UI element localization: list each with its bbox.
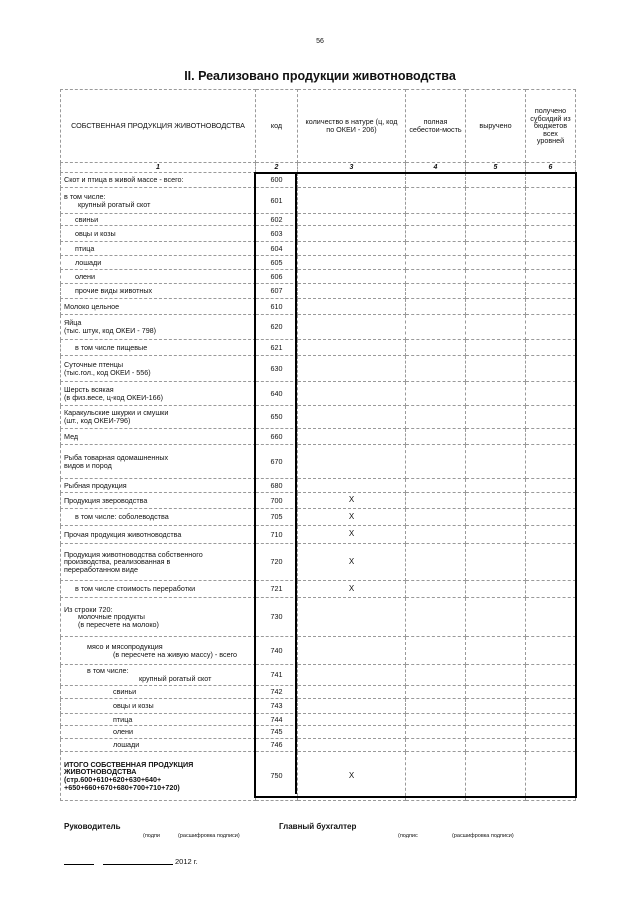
- column-number-row: [61, 163, 576, 173]
- quantity-cell[interactable]: X: [298, 544, 406, 581]
- quantity-cell[interactable]: [298, 284, 406, 299]
- row-label-cell: [61, 598, 256, 637]
- subsidies-cell[interactable]: [526, 752, 576, 801]
- table-row: [61, 526, 576, 544]
- revenue-cell[interactable]: [466, 544, 526, 581]
- head-signature-caption: (подпи: [143, 833, 161, 839]
- table-row: [61, 226, 576, 242]
- table-row: [61, 726, 576, 739]
- table-row: [61, 665, 576, 686]
- row-label-cell: [61, 665, 256, 686]
- row-code: 621: [256, 340, 298, 356]
- row-label-cell: [61, 526, 256, 544]
- cost-cell[interactable]: [406, 406, 466, 429]
- row-code: 730: [256, 598, 298, 637]
- row-code: 700: [256, 493, 298, 509]
- row-code: 741: [256, 665, 298, 686]
- table-row: [61, 509, 576, 526]
- revenue-cell[interactable]: [466, 509, 526, 526]
- row-label: Молоко цельное: [64, 301, 120, 311]
- row-label-cell: [61, 581, 256, 598]
- row-label-sub: (в физ.весе, ц-код ОКЕИ-166): [64, 392, 164, 402]
- revenue-cell[interactable]: [466, 242, 526, 256]
- revenue-cell[interactable]: [466, 726, 526, 739]
- cost-cell[interactable]: [406, 299, 466, 315]
- subsidies-cell[interactable]: [526, 714, 576, 726]
- row-code: 604: [256, 242, 298, 256]
- cost-cell[interactable]: [406, 188, 466, 214]
- row-label: свиньи: [75, 214, 99, 224]
- quantity-cell[interactable]: [298, 356, 406, 382]
- row-label-cell: [61, 188, 256, 214]
- row-code: 721: [256, 581, 298, 598]
- row-label: Каракульские шкурки и смушки: [64, 408, 169, 418]
- subsidies-cell[interactable]: [526, 581, 576, 598]
- quantity-cell[interactable]: [298, 479, 406, 493]
- row-label-sub: молочные продукты: [78, 612, 145, 622]
- row-code: 744: [256, 714, 298, 726]
- row-label: овцы и козы: [113, 701, 154, 711]
- cost-cell[interactable]: [406, 739, 466, 752]
- table-row: [61, 429, 576, 445]
- revenue-cell[interactable]: [466, 752, 526, 801]
- quantity-cell[interactable]: [298, 686, 406, 699]
- row-label: Продукция звероводства: [64, 495, 148, 505]
- header-cost: полная себестои-мость: [406, 90, 466, 163]
- row-code: 680: [256, 479, 298, 493]
- row-code: 620: [256, 315, 298, 340]
- row-label: в том числе:: [64, 191, 106, 201]
- quantity-cell[interactable]: [298, 637, 406, 665]
- quantity-cell[interactable]: [298, 299, 406, 315]
- date-day-line[interactable]: [64, 864, 94, 865]
- subsidies-cell[interactable]: [526, 270, 576, 284]
- table-row: [61, 315, 576, 340]
- date-month-line[interactable]: [103, 864, 173, 865]
- quantity-cell[interactable]: [298, 382, 406, 406]
- row-code: 670: [256, 445, 298, 479]
- row-code: 746: [256, 739, 298, 752]
- row-label-sub: видов и пород: [64, 460, 112, 470]
- revenue-cell[interactable]: [466, 581, 526, 598]
- quantity-cell[interactable]: [298, 445, 406, 479]
- cost-cell[interactable]: [406, 544, 466, 581]
- row-label-sub2: переработанном виде: [64, 564, 138, 574]
- row-label-cell: [61, 752, 256, 801]
- row-label-sub2: (стр.600+610+620+630+640+: [64, 775, 162, 784]
- column-number: 6: [526, 163, 576, 173]
- subsidies-cell[interactable]: [526, 340, 576, 356]
- revenue-cell[interactable]: [466, 284, 526, 299]
- subsidies-cell[interactable]: [526, 726, 576, 739]
- cost-cell[interactable]: [406, 340, 466, 356]
- row-code: 743: [256, 699, 298, 714]
- row-label: Продукция животноводства собственного: [64, 549, 203, 559]
- table-row: [61, 739, 576, 752]
- quantity-cell[interactable]: X: [298, 509, 406, 526]
- cost-cell[interactable]: [406, 284, 466, 299]
- accountant-signature-caption: (подпис: [398, 833, 418, 839]
- cost-cell[interactable]: [406, 242, 466, 256]
- row-label: Мед: [64, 431, 79, 441]
- row-label-sub: (в пересчете на живую массу) - всего: [113, 649, 238, 659]
- revenue-cell[interactable]: [466, 315, 526, 340]
- header-product: СОБСТВЕННАЯ ПРОДУКЦИЯ ЖИВОТНОВОДСТВА: [61, 90, 256, 163]
- cost-cell[interactable]: [406, 493, 466, 509]
- row-label: птица: [75, 243, 95, 253]
- cost-cell[interactable]: [406, 479, 466, 493]
- cost-cell[interactable]: [406, 726, 466, 739]
- row-label-cell: [61, 284, 256, 299]
- subsidies-cell[interactable]: [526, 699, 576, 714]
- cost-cell[interactable]: [406, 752, 466, 801]
- subsidies-cell[interactable]: [526, 315, 576, 340]
- table-row: [61, 493, 576, 509]
- quantity-cell[interactable]: [298, 188, 406, 214]
- row-label-cell: [61, 493, 256, 509]
- quantity-cell[interactable]: [298, 429, 406, 445]
- header-subsidies: получено субсидий из бюджетов всех уровней: [526, 90, 576, 163]
- table-row: [61, 299, 576, 315]
- cost-cell[interactable]: [406, 598, 466, 637]
- header-revenue: выручено: [466, 90, 526, 163]
- row-label-cell: [61, 214, 256, 226]
- revenue-cell[interactable]: [466, 686, 526, 699]
- row-code: 705: [256, 509, 298, 526]
- row-label: Шерсть всякая: [64, 384, 114, 394]
- table-row: [61, 714, 576, 726]
- row-label-sub: крупный рогатый скот: [139, 674, 212, 683]
- subsidies-cell[interactable]: [526, 509, 576, 526]
- revenue-cell[interactable]: [466, 340, 526, 356]
- quantity-cell[interactable]: [298, 315, 406, 340]
- row-code: 605: [256, 256, 298, 270]
- subsidies-cell[interactable]: [526, 637, 576, 665]
- quantity-cell[interactable]: [298, 242, 406, 256]
- subsidies-cell[interactable]: [526, 299, 576, 315]
- row-label-cell: [61, 479, 256, 493]
- revenue-cell[interactable]: [466, 637, 526, 665]
- row-label: Яйца: [64, 318, 82, 328]
- row-code: 710: [256, 526, 298, 544]
- row-label-sub: производства, реализованная в: [64, 557, 171, 567]
- row-label: лошади: [75, 257, 102, 267]
- cost-cell[interactable]: [406, 382, 466, 406]
- revenue-cell[interactable]: [466, 598, 526, 637]
- subsidies-cell[interactable]: [526, 686, 576, 699]
- subsidies-cell[interactable]: [526, 188, 576, 214]
- row-label: Прочая продукция животноводства: [64, 529, 182, 539]
- row-label-cell: [61, 173, 256, 188]
- row-code: 607: [256, 284, 298, 299]
- subsidies-cell[interactable]: [526, 406, 576, 429]
- row-label-cell: [61, 445, 256, 479]
- quantity-cell[interactable]: X: [298, 493, 406, 509]
- subsidies-cell[interactable]: [526, 493, 576, 509]
- subsidies-cell[interactable]: [526, 429, 576, 445]
- cost-cell[interactable]: [406, 256, 466, 270]
- row-label-sub: (тыс.гол., код ОКЕИ - 556): [64, 367, 151, 377]
- section-title: II. Реализовано продукции животноводства: [184, 69, 456, 83]
- row-label: олени: [113, 727, 134, 737]
- subsidies-cell[interactable]: [526, 526, 576, 544]
- row-label: Рыба товарная одомашненных: [64, 452, 169, 462]
- row-code: 601: [256, 188, 298, 214]
- table-row: [61, 637, 576, 665]
- revenue-cell[interactable]: [466, 445, 526, 479]
- row-code: 640: [256, 382, 298, 406]
- cost-cell[interactable]: [406, 686, 466, 699]
- revenue-cell[interactable]: [466, 299, 526, 315]
- subsidies-cell[interactable]: [526, 242, 576, 256]
- accountant-label: Главный бухгалтер: [279, 822, 357, 831]
- row-label-cell: [61, 406, 256, 429]
- quantity-cell[interactable]: [298, 214, 406, 226]
- quantity-cell[interactable]: [298, 270, 406, 284]
- table-row: [61, 406, 576, 429]
- row-label: прочие виды животных: [75, 286, 153, 296]
- quantity-cell[interactable]: [298, 226, 406, 242]
- quantity-cell[interactable]: [298, 406, 406, 429]
- table-row: [61, 173, 576, 188]
- row-label-cell: [61, 714, 256, 726]
- revenue-cell[interactable]: [466, 665, 526, 686]
- row-label: ИТОГО СОБСТВЕННАЯ ПРОДУКЦИЯ: [64, 759, 194, 769]
- row-label: Рыбная продукция: [64, 480, 127, 490]
- subsidies-cell[interactable]: [526, 173, 576, 188]
- row-label-cell: [61, 699, 256, 714]
- accountant-decode-caption: (расшифровка подписи): [452, 833, 514, 839]
- table-row: [61, 752, 576, 801]
- quantity-cell[interactable]: X: [298, 526, 406, 544]
- cost-cell[interactable]: [406, 315, 466, 340]
- row-code: 630: [256, 356, 298, 382]
- row-label-cell: [61, 242, 256, 256]
- table-row: [61, 256, 576, 270]
- table-row: [61, 340, 576, 356]
- table-row: [61, 270, 576, 284]
- revenue-cell[interactable]: [466, 226, 526, 242]
- row-label: в том числе пищевые: [75, 342, 148, 352]
- cost-cell[interactable]: [406, 445, 466, 479]
- quantity-cell[interactable]: [298, 598, 406, 637]
- row-label-cell: [61, 382, 256, 406]
- revenue-cell[interactable]: [466, 714, 526, 726]
- quantity-cell[interactable]: [298, 665, 406, 686]
- row-code: 742: [256, 686, 298, 699]
- quantity-cell[interactable]: [298, 726, 406, 739]
- row-label: мясо и мясопродукция: [87, 641, 163, 651]
- row-code: 606: [256, 270, 298, 284]
- row-label: олени: [75, 271, 96, 281]
- revenue-cell[interactable]: [466, 173, 526, 188]
- column-number: 2: [256, 163, 298, 173]
- revenue-cell[interactable]: [466, 699, 526, 714]
- quantity-cell[interactable]: [298, 340, 406, 356]
- head-decode-caption: (расшифровка подписи): [178, 833, 240, 839]
- row-label-sub: крупный рогатый скот: [78, 199, 151, 209]
- row-code: 745: [256, 726, 298, 739]
- page-number: 56: [316, 38, 324, 45]
- revenue-cell[interactable]: [466, 356, 526, 382]
- row-label-cell: [61, 637, 256, 665]
- row-label: в том числе: соболеводства: [75, 512, 169, 522]
- row-code: 603: [256, 226, 298, 242]
- cost-cell[interactable]: [406, 429, 466, 445]
- row-code: 750: [256, 752, 298, 801]
- quantity-cell[interactable]: [298, 714, 406, 726]
- revenue-cell[interactable]: [466, 188, 526, 214]
- quantity-cell[interactable]: [298, 173, 406, 188]
- row-label-cell: [61, 739, 256, 752]
- table-row: [61, 581, 576, 598]
- subsidies-cell[interactable]: [526, 739, 576, 752]
- column-number: 1: [61, 163, 256, 173]
- subsidies-cell[interactable]: [526, 445, 576, 479]
- table-row: [61, 188, 576, 214]
- row-label: Из строки 720:: [64, 604, 113, 614]
- subsidies-cell[interactable]: [526, 284, 576, 299]
- subsidies-cell[interactable]: [526, 214, 576, 226]
- row-label-cell: [61, 299, 256, 315]
- revenue-cell[interactable]: [466, 526, 526, 544]
- table-row: [61, 284, 576, 299]
- row-label: Скот и птица в живой массе - всего:: [64, 175, 184, 185]
- quantity-cell[interactable]: [298, 739, 406, 752]
- table-row: [61, 544, 576, 581]
- row-label-cell: [61, 256, 256, 270]
- revenue-cell[interactable]: [466, 382, 526, 406]
- row-label: в том числе:: [87, 666, 129, 676]
- revenue-cell[interactable]: [466, 739, 526, 752]
- row-label-cell: [61, 429, 256, 445]
- subsidies-cell[interactable]: [526, 382, 576, 406]
- table-row: [61, 479, 576, 493]
- row-label-cell: [61, 726, 256, 739]
- table-row: [61, 686, 576, 699]
- cost-cell[interactable]: [406, 270, 466, 284]
- subsidies-cell[interactable]: [526, 479, 576, 493]
- row-code: 602: [256, 214, 298, 226]
- subsidies-cell[interactable]: [526, 665, 576, 686]
- header-code: код: [256, 90, 298, 163]
- cost-cell[interactable]: [406, 581, 466, 598]
- revenue-cell[interactable]: [466, 493, 526, 509]
- column-number: 4: [406, 163, 466, 173]
- row-label: лошади: [113, 740, 140, 750]
- row-code: 650: [256, 406, 298, 429]
- row-label-cell: [61, 315, 256, 340]
- date-year: 2012 г.: [175, 857, 198, 866]
- cost-cell[interactable]: [406, 637, 466, 665]
- table-row: [61, 356, 576, 382]
- header-quantity: количество в натуре (ц, код по ОКЕИ - 206): [298, 90, 406, 163]
- row-label-sub3: +650+660+670+680+700+710+720): [64, 782, 180, 792]
- head-label: Руководитель: [64, 822, 121, 831]
- row-label-cell: [61, 509, 256, 526]
- table-row: [61, 445, 576, 479]
- cost-cell[interactable]: [406, 509, 466, 526]
- cost-cell[interactable]: [406, 173, 466, 188]
- subsidies-cell[interactable]: [526, 356, 576, 382]
- quantity-cell[interactable]: [298, 699, 406, 714]
- row-label: овцы и козы: [75, 228, 116, 238]
- row-label-cell: [61, 340, 256, 356]
- row-label: свиньи: [113, 687, 137, 697]
- row-label: в том числе стоимость переработки: [75, 584, 196, 594]
- revenue-cell[interactable]: [466, 270, 526, 284]
- row-label-cell: [61, 270, 256, 284]
- quantity-cell[interactable]: X: [298, 752, 406, 801]
- cost-cell[interactable]: [406, 714, 466, 726]
- cost-cell[interactable]: [406, 699, 466, 714]
- revenue-cell[interactable]: [466, 214, 526, 226]
- row-label-sub: (шт., код ОКЕИ-796): [64, 416, 131, 425]
- quantity-cell[interactable]: [298, 256, 406, 270]
- subsidies-cell[interactable]: [526, 544, 576, 581]
- subsidies-cell[interactable]: [526, 598, 576, 637]
- cost-cell[interactable]: [406, 226, 466, 242]
- livestock-sales-table: [60, 89, 576, 801]
- row-label-cell: [61, 686, 256, 699]
- cost-cell[interactable]: [406, 665, 466, 686]
- quantity-cell[interactable]: X: [298, 581, 406, 598]
- row-label-sub2: (в пересчете на молоко): [78, 619, 159, 629]
- row-label-cell: [61, 226, 256, 242]
- revenue-cell[interactable]: [466, 479, 526, 493]
- row-label: Суточные птенцы: [64, 359, 124, 369]
- table-row: [61, 598, 576, 637]
- row-code: 660: [256, 429, 298, 445]
- row-label-cell: [61, 356, 256, 382]
- revenue-cell[interactable]: [466, 406, 526, 429]
- header-row: [61, 90, 576, 163]
- table-row: [61, 699, 576, 714]
- row-label: птица: [113, 714, 133, 724]
- row-code: 740: [256, 637, 298, 665]
- row-code: 600: [256, 173, 298, 188]
- revenue-cell[interactable]: [466, 256, 526, 270]
- revenue-cell[interactable]: [466, 429, 526, 445]
- column-number: 3: [298, 163, 406, 173]
- cost-cell[interactable]: [406, 526, 466, 544]
- subsidies-cell[interactable]: [526, 256, 576, 270]
- row-label-sub: ЖИВОТНОВОДСТВА: [64, 767, 137, 777]
- table-row: [61, 382, 576, 406]
- column-number: 5: [466, 163, 526, 173]
- cost-cell[interactable]: [406, 356, 466, 382]
- row-code: 610: [256, 299, 298, 315]
- cost-cell[interactable]: [406, 214, 466, 226]
- row-label-cell: [61, 544, 256, 581]
- table-row: [61, 242, 576, 256]
- row-code: 720: [256, 544, 298, 581]
- row-label-sub: (тыс. штук, код ОКЕИ - 798): [64, 326, 157, 335]
- subsidies-cell[interactable]: [526, 226, 576, 242]
- table-row: [61, 214, 576, 226]
